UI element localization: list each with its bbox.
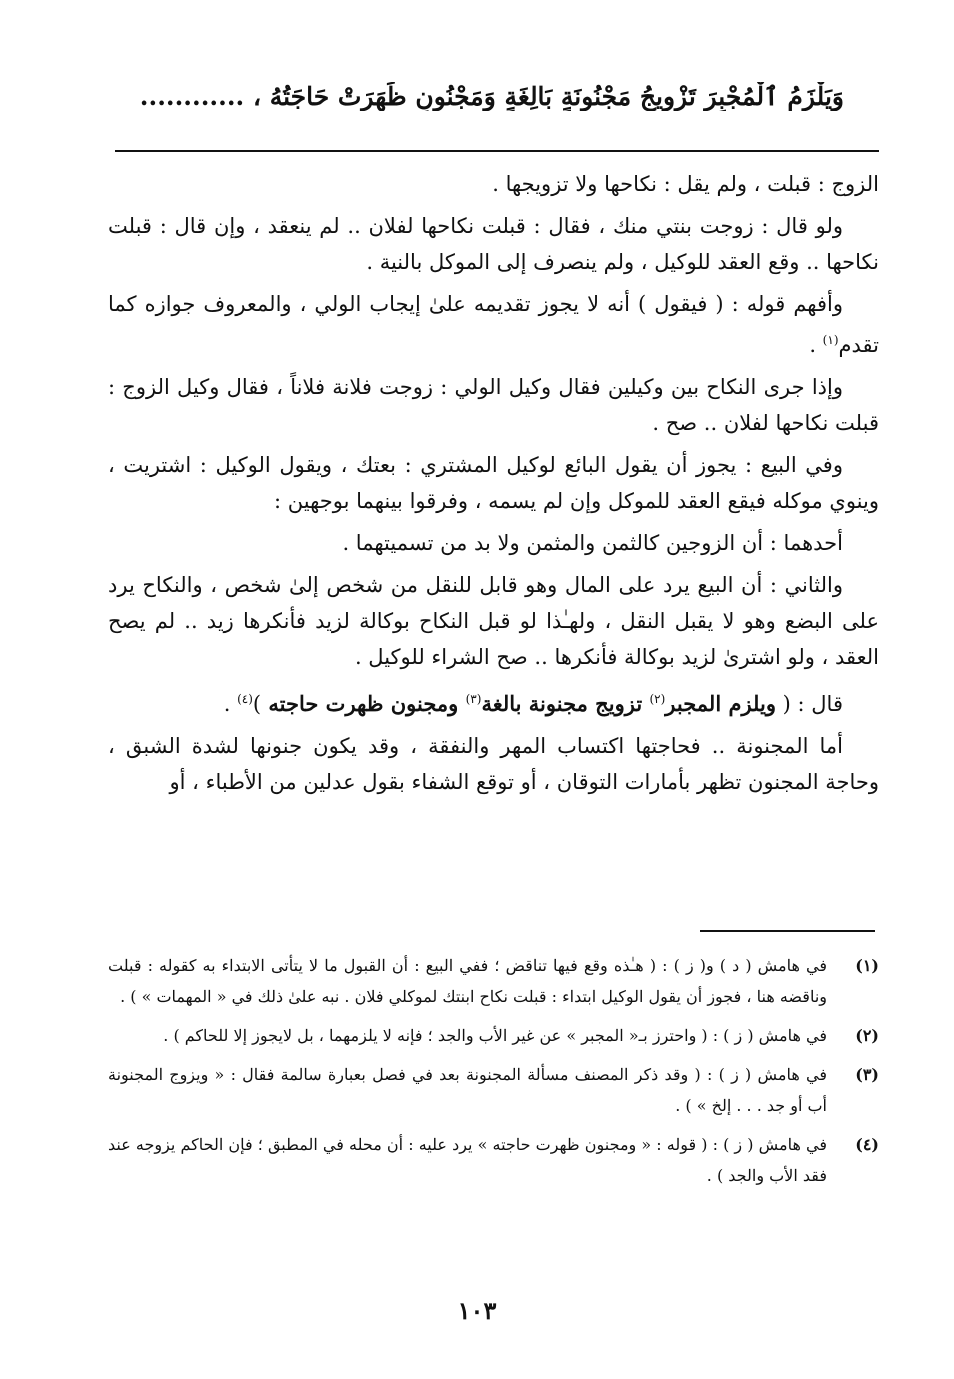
footnote-ref-2: (٢) (649, 692, 666, 706)
footnote-number: (٣) (855, 1065, 879, 1084)
header-title: وَيَلْزَمُ ٱلْمُجْبِرَ تَزْوِيجُ مَجْنُونَةٍ بَالِغَةٍ وَمَجْنُونٍ ظَهَرَتْ حَاجَتُهُ ، (252, 82, 844, 111)
footnote-2 (108, 1020, 879, 1051)
paragraph-5: وفي البيع : يجوز أن يقول البائع لوكيل المشتري : بعتك ، ويقول الوكيل : اشتريت ، وينوي موكله فيقع العقد للموكل وإن لم يسمه ، وفرقوا بينهما بوجهين : (108, 453, 879, 513)
paragraph-4: وإذا جرى النكاح بين وكيلين فقال وكيل الولي : زوجت فلانة فلاناً ، فقال وكيل الزوج : قبلت نكاحها لفلان .. صح . (108, 375, 879, 435)
matn-header (115, 82, 844, 111)
footnote-4 (108, 1129, 879, 1191)
footnote-ref-3: (٣) (465, 692, 482, 706)
quote-part-2: تزويج مجنونة بالغة (481, 691, 650, 716)
footnote-text: في هامش ( د ) و( ز ) : ( هـٰذه وقع فيها تناقض ؛ ففي البيع : أن القبول ما لا يتأتى الابتداء به كقوله : قبلت وناقضه هنا ، فجوز أن يقول الوكيل ابتداء : قبلت نكاح ابنتك لموكلي فلان . نبه علىٰ ذلك في « المهمات » ) . (108, 956, 827, 1006)
footnote-number: (٤) (855, 1135, 879, 1154)
footnote-number: (٢) (855, 1026, 879, 1045)
footnote-ref-4: (٤) (237, 692, 253, 706)
paragraph-1: الزوج : قبلت ، ولم يقل : نكاحها ولا تزويجها . (492, 172, 879, 196)
footnote-text: في هامش ( ز ) : ( واحترز بـ« المجبر » عن غير الأب والجد ؛ فإنه لا يلزمهما ، بل لايجوز إلا للحاكم ) . (163, 1026, 827, 1045)
page-number: ١٠٣ (457, 1296, 497, 1325)
quote-part-3: ومجنون ظهرت حاجته (261, 691, 466, 716)
footnote-1 (108, 950, 879, 1012)
quote-end: . (223, 692, 238, 716)
quote-part-1: ويلزم المجبر (665, 691, 776, 716)
quote-open: قال : ( (776, 692, 843, 716)
paragraph-3 (108, 286, 879, 363)
footnote-text: في هامش ( ز ) : ( قوله : « ومجنون ظهرت حاجته » يرد عليه : أن محله في المطبق ؛ فإن الحاكم يزوجه عند فقد الأب والجد ) . (108, 1135, 827, 1185)
header-dots: ............ (139, 82, 245, 111)
footnote-3 (108, 1059, 879, 1121)
paragraph-3-text: وأفهم قوله : ( فيقول ) أنه لا يجوز تقديمه علىٰ إيجاب الولي ، والمعروف جوازه كما تقدم (108, 292, 879, 357)
footnote-number: (١) (855, 956, 879, 975)
paragraph-2: ولو قال : زوجت بنتي منك ، فقال : قبلت نكاحها لفلان .. لم ينعقد ، وإن قال : قبلت نكاحها .. وقع العقد للوكيل ، ولم ينصرف إلى الموكل بالنية . (108, 214, 879, 274)
paragraph-6: أحدهما : أن الزوجين كالثمن والمثمن ولا بد من تسميتهما . (342, 531, 843, 555)
footnote-divider (700, 930, 875, 932)
footnotes (108, 950, 879, 1199)
paragraph-8-quote (108, 681, 879, 722)
footnote-ref-1: (١) (822, 333, 839, 347)
quote-close: ) (252, 692, 262, 716)
footnote-text: في هامش ( ز ) : ( وقد ذكر المصنف مسألة المجنونة بعد في فصل بعبارة سالمة فقال : « ويزوج المجنونة أب أو جد . . . إلخ » ) . (108, 1065, 827, 1115)
header-divider (115, 150, 879, 152)
paragraph-3-end: . (809, 333, 823, 357)
commentary-body (108, 166, 879, 806)
paragraph-9: أما المجنونة .. فحاجتها اكتساب المهر والنفقة ، وقد يكون جنونها لشدة الشبق ، وحاجة المجنون تظهر بأمارات التوقان ، أو توقع الشفاء بقول عدلين من الأطباء ، أو (108, 734, 879, 794)
paragraph-7: والثاني : أن البيع يرد على المال وهو قابل للنقل من شخص إلىٰ شخص ، والنكاح يرد على البضع وهو لا يقبل النقل ، ولهـٰذا لو قبل النكاح بوكالة لزيد فأنكرها زيد .. لم يصح العقد ، ولو اشترىٰ لزيد بوكالة فأنكرها .. صح الشراء للوكيل . (108, 573, 879, 669)
